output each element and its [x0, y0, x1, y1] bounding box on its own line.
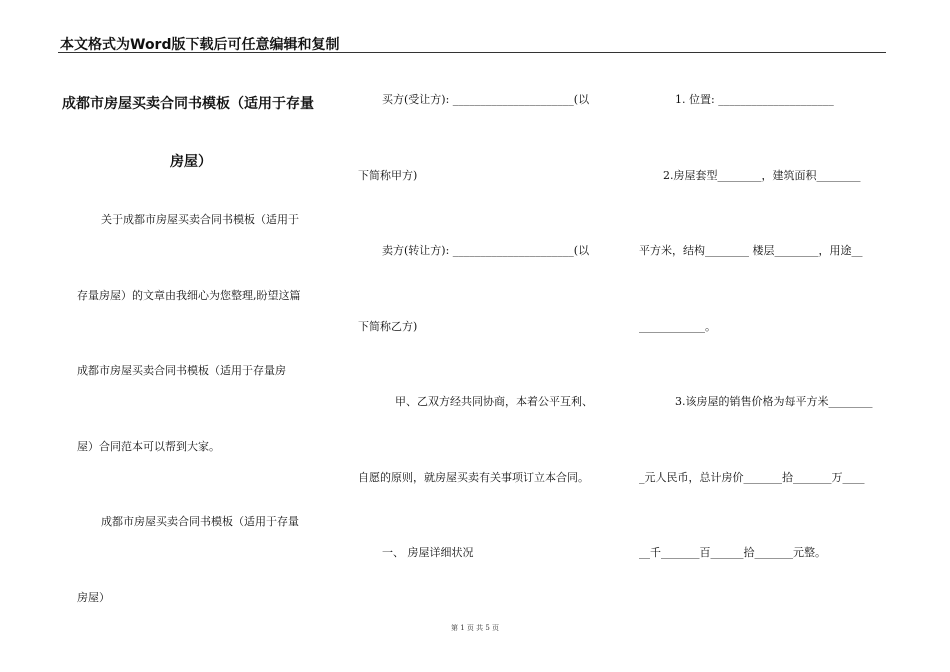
subtitle-line1: 成都市房屋买卖合同书模板（适用于存量 [101, 515, 299, 528]
intro-paragraph-line1: 关于成都市房屋买卖合同书模板（适用于 [101, 213, 299, 226]
buyer-line2: 下简称甲方) [358, 169, 418, 182]
intro-paragraph-line4: 屋）合同范本可以帮到大家。 [77, 440, 220, 453]
subtitle-line2: 房屋） [77, 591, 110, 604]
section-heading-property-details: 一、 房屋详细状况 [382, 546, 474, 559]
price-per-sqm-line: 3.该房屋的销售价格为每平方米________ [675, 395, 873, 408]
agreement-paragraph-line2: 自愿的原则，就房屋买卖有关事项订立本合同。 [358, 471, 589, 484]
property-structure-floor-line: 平方米，结构________ 楼层________，用途__ [639, 244, 863, 257]
agreement-paragraph-line1: 甲、乙双方经共同协商，本着公平互利、 [395, 395, 593, 408]
total-price-line1: _元人民币，总计房价_______拾_______万____ [639, 471, 865, 484]
document-header: 本文格式为Word版下载后可任意编辑和复制 [60, 37, 340, 53]
total-price-line2: __千_______百______拾_______元整。 [639, 546, 826, 559]
intro-paragraph-line3: 成都市房屋买卖合同书模板（适用于存量房 [77, 364, 286, 377]
property-usage-line: ____________。 [639, 320, 716, 333]
page-footer: 第 1 页 共 5 页 [450, 624, 500, 632]
document-title-line2: 房屋） [170, 154, 212, 170]
property-location-line: 1. 位置: _____________________ [675, 93, 834, 106]
property-type-area-line: 2.房屋套型________，建筑面积________ [663, 169, 861, 182]
header-divider [58, 52, 886, 53]
seller-line1: 卖方(转让方): ______________________(以 [382, 244, 590, 257]
document-title-line1: 成都市房屋买卖合同书模板（适用于存量 [62, 96, 314, 112]
intro-paragraph-line2: 存量房屋）的文章由我细心为您整理,盼望这篇 [77, 289, 301, 302]
seller-line2: 下简称乙方) [358, 320, 418, 333]
buyer-line1: 买方(受让方): ______________________(以 [382, 93, 590, 106]
